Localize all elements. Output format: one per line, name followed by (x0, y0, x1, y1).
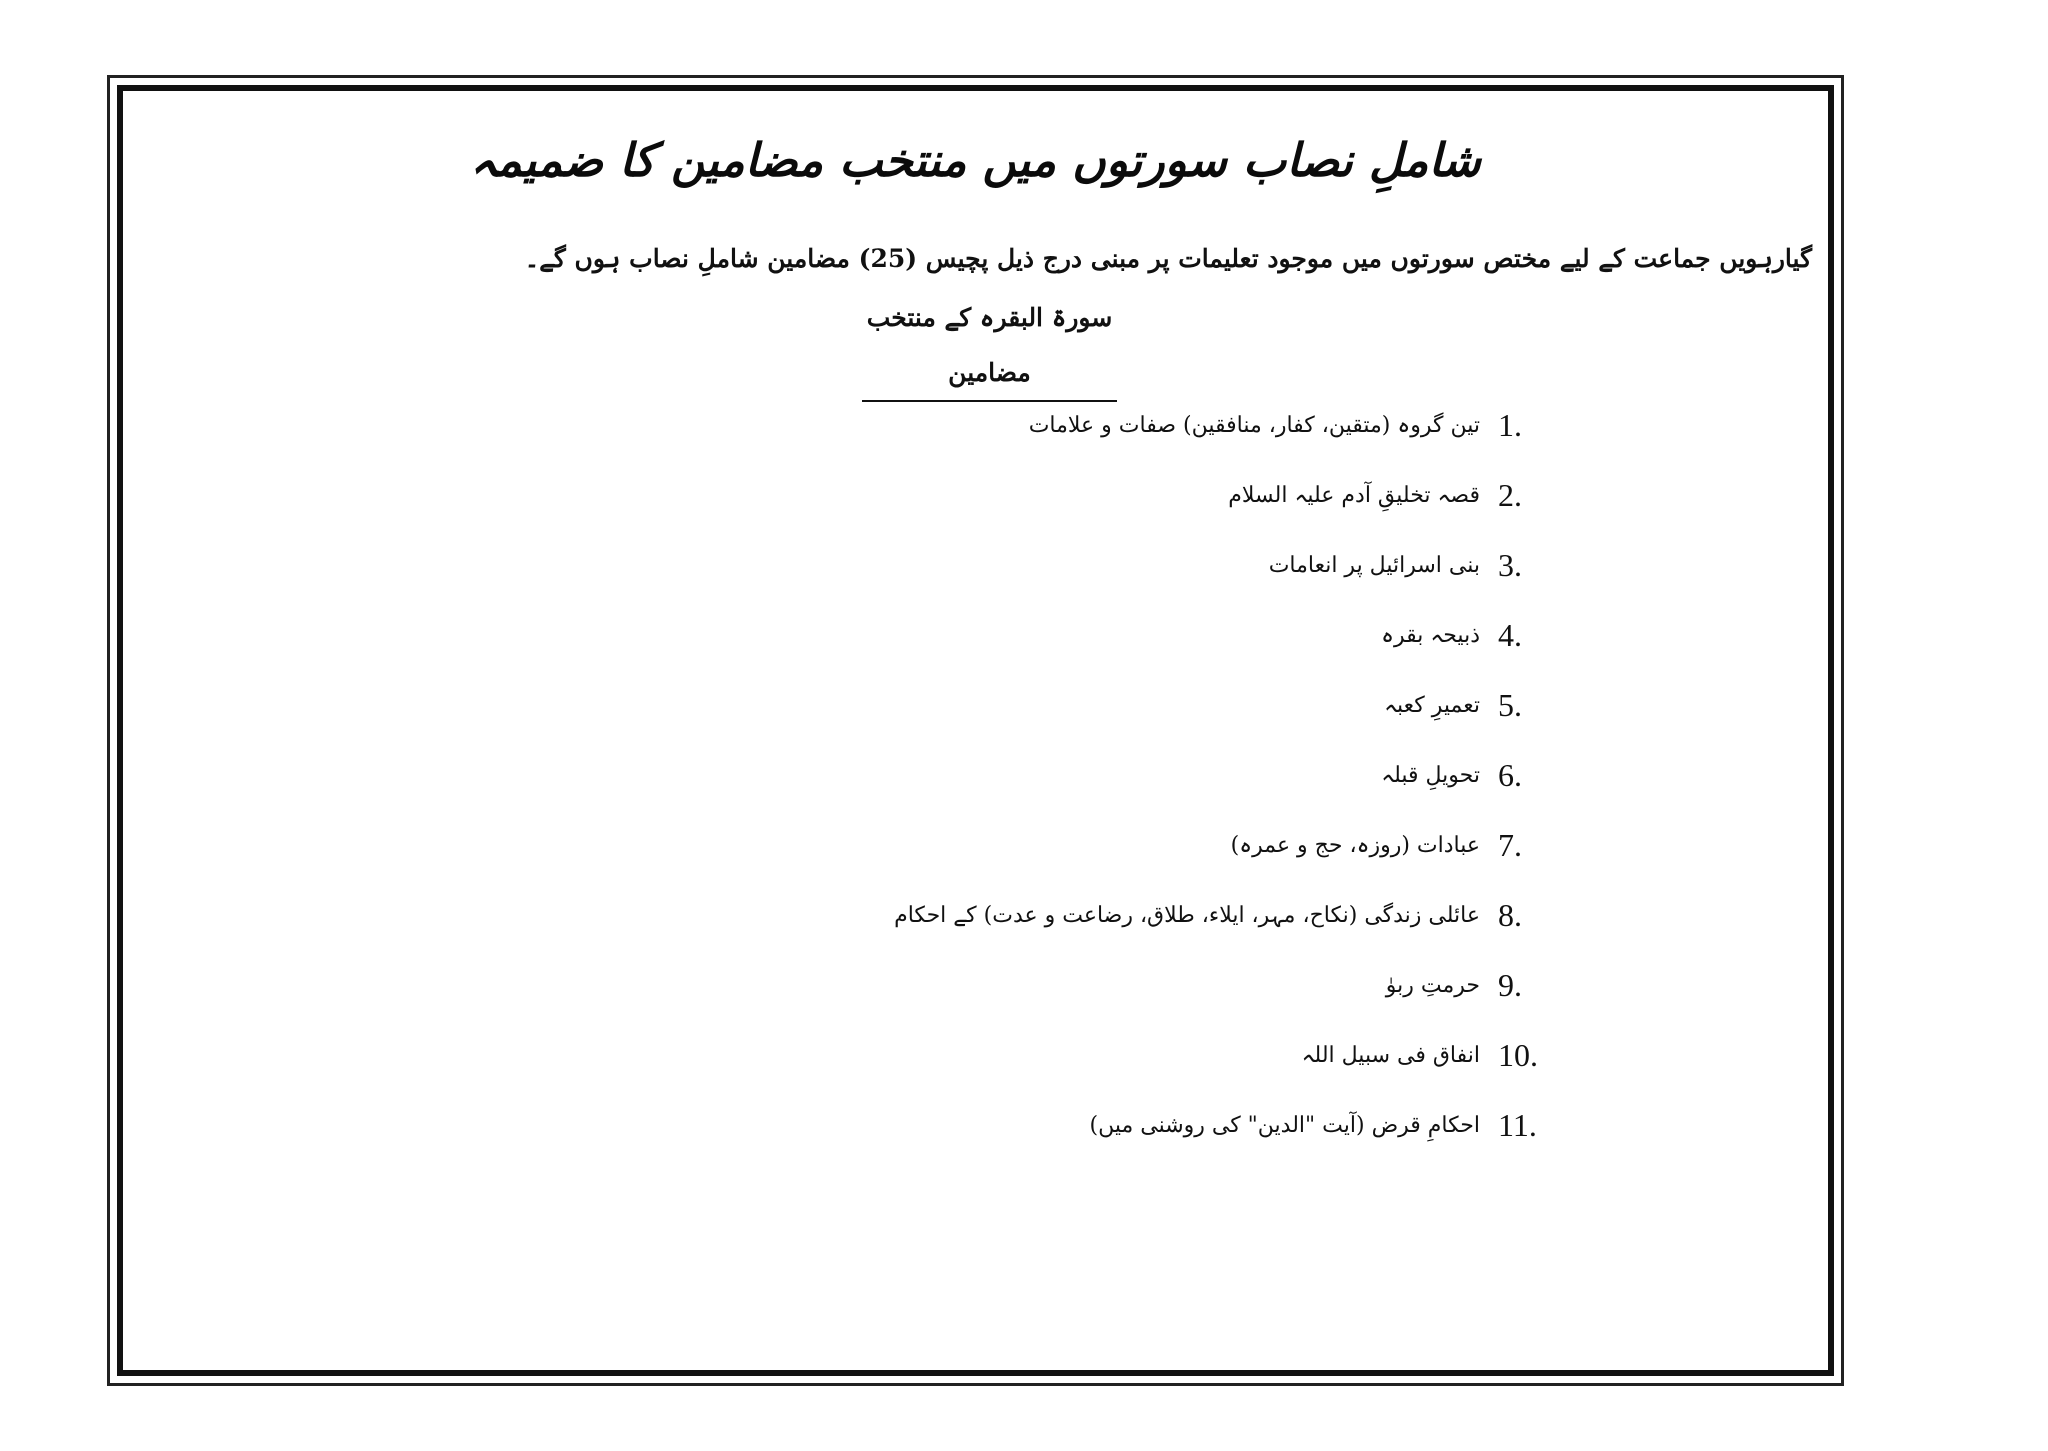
list-item-number: 10. (1498, 1036, 1538, 1073)
list-item-number: 9. (1498, 966, 1522, 1003)
list-item-number: 8. (1498, 896, 1522, 933)
list-item-text: تعمیرِ کعبہ (1384, 692, 1480, 718)
list-item-text: عبادات (روزہ، حج و عمرہ) (1230, 832, 1480, 858)
list-item-number: 11. (1498, 1106, 1537, 1143)
list-item-number: 6. (1498, 756, 1522, 793)
list-item-text: انفاق فی سبیل اللہ (1301, 1042, 1480, 1068)
list-item-number: 2. (1498, 476, 1522, 513)
list-item (894, 1020, 1542, 1090)
list-item-text: احکامِ قرض (آیت "الدین" کی روشنی میں) (1089, 1112, 1480, 1138)
list-item (894, 460, 1542, 530)
list-item (894, 880, 1542, 950)
list-item (894, 950, 1542, 1020)
list-item-number: 1. (1498, 406, 1522, 443)
list-item (894, 670, 1542, 740)
list-item (894, 390, 1542, 460)
list-item (894, 530, 1542, 600)
list-item (894, 810, 1542, 880)
list-item-text: بنی اسرائیل پر انعامات (1268, 552, 1480, 578)
list-item-text: تحویلِ قبلہ (1381, 762, 1480, 788)
list-item (894, 600, 1542, 670)
topic-list (894, 390, 1542, 1160)
section-heading: سورۃ البقرہ کے منتخب مضامین (862, 290, 1117, 402)
list-item-number: 7. (1498, 826, 1522, 863)
list-item-number: 5. (1498, 686, 1522, 723)
document-content (117, 85, 1834, 1376)
list-item-text: تین گروہ (متقین، کفار، منافقین) صفات و علامات (1028, 412, 1480, 438)
list-item-number: 3. (1498, 546, 1522, 583)
list-item-text: عائلی زندگی (نکاح، مہر، ایلاء، طلاق، رضاعت و عدت) کے احکام (894, 902, 1480, 928)
intro-paragraph: گیارہویں جماعت کے لیے مختص سورتوں میں موجود تعلیمات پر مبنی درج ذیل پچیس (25) مضامین شاملِ نصاب ہوں گے۔ (524, 244, 1812, 273)
list-item (894, 1090, 1542, 1160)
list-item-text: ذبیحہ بقرہ (1381, 622, 1480, 648)
list-item-text: قصہ تخلیقِ آدم علیہ السلام (1228, 482, 1480, 508)
list-item-number: 4. (1498, 616, 1522, 653)
page-title: شاملِ نصاب سورتوں میں منتخب مضامین کا ضمیمہ (470, 133, 1481, 187)
list-item-text: حرمتِ ربوٰ (1385, 972, 1480, 998)
list-item (894, 740, 1542, 810)
